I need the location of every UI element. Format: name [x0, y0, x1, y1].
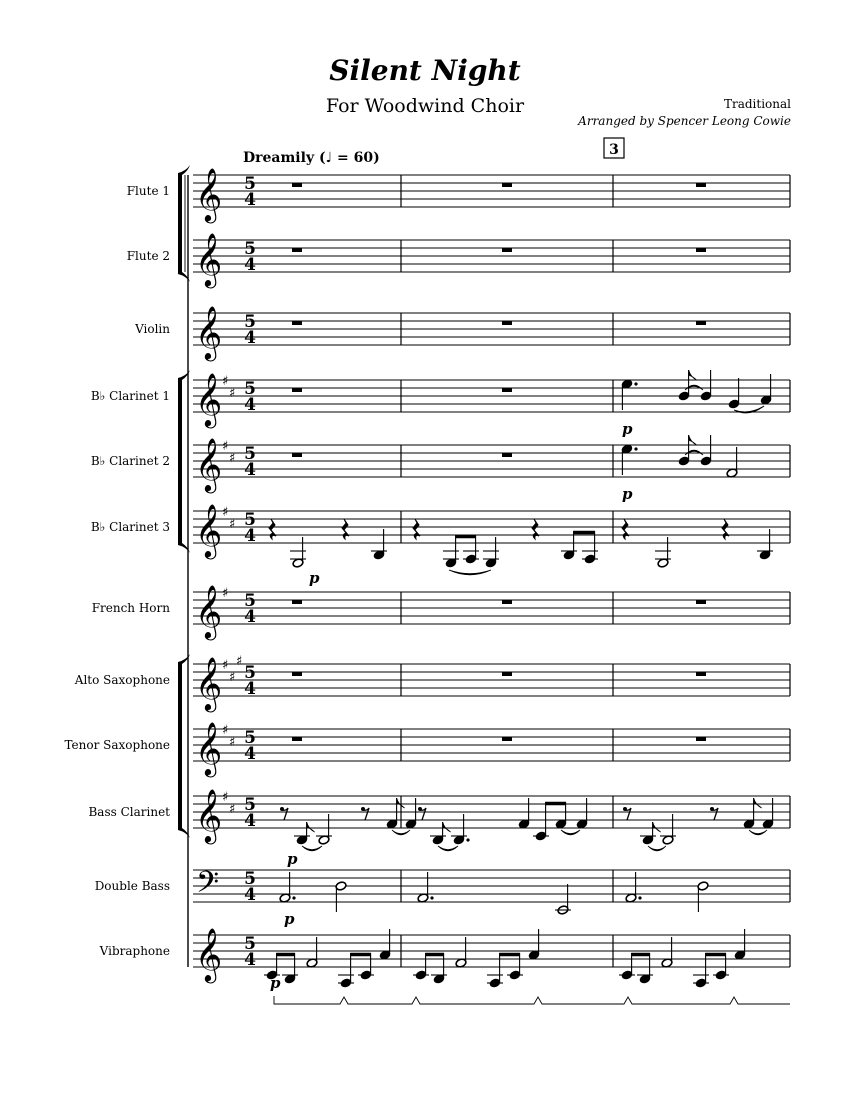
eighth-rest [625, 808, 631, 820]
note-flag [443, 822, 451, 832]
whole-rest [292, 453, 302, 457]
bracket-bar [178, 378, 182, 545]
quarter-rest [622, 519, 629, 539]
tie [749, 830, 767, 835]
time-signature-top: 5 [244, 379, 256, 399]
treble-clef-icon: 𝄞 [195, 305, 223, 359]
key-sharp-icon: ♯ [222, 723, 229, 738]
whole-rest [696, 737, 706, 741]
time-signature-bottom: 4 [244, 190, 256, 210]
dynamic-piano: p [284, 910, 295, 928]
instrument-label: B♭ Clarinet 3 [90, 520, 170, 534]
dynamic-piano: p [622, 485, 633, 503]
staff-flute-1 [127, 167, 790, 223]
time-signature-top: 5 [244, 728, 256, 748]
instrument-label: Tenor Saxophone [64, 738, 170, 752]
key-sharp-icon: ♯ [229, 802, 236, 817]
whole-rest [502, 672, 512, 676]
whole-rest [292, 600, 302, 604]
staff-violin [134, 305, 790, 361]
composer-credit: Traditional [723, 97, 791, 111]
instrument-label: Bass Clarinet [88, 805, 170, 819]
tie [438, 846, 458, 851]
dynamic-piano: p [287, 850, 298, 868]
time-signature-top: 5 [244, 591, 256, 611]
time-signature-top: 5 [244, 510, 256, 530]
treble-clef-icon: 𝄞 [195, 372, 223, 426]
treble-clef-icon: 𝄞 [195, 232, 223, 286]
quarter-note-icon: ♩ [325, 150, 333, 166]
whole-rest [292, 672, 302, 676]
instrument-label: Flute 2 [126, 249, 170, 263]
staff-tenor-saxophone [64, 721, 790, 777]
staff-b-clarinet-3 [91, 503, 790, 587]
time-signature-top: 5 [244, 174, 256, 194]
tie [561, 830, 580, 835]
time-signature-bottom: 4 [244, 885, 256, 905]
time-signature-bottom: 4 [244, 679, 256, 699]
bracket-bar [178, 173, 182, 274]
augmentation-dot [638, 896, 641, 899]
time-signature-bottom: 4 [244, 744, 256, 764]
treble-clef-icon: 𝄞 [195, 584, 223, 638]
note-flag [307, 822, 315, 832]
whole-rest [696, 183, 706, 187]
staff-french-horn [92, 584, 790, 640]
staff-vibraphone [99, 927, 790, 1004]
tie [449, 570, 491, 575]
augmentation-dot [430, 896, 433, 899]
whole-rest [696, 248, 706, 252]
eighth-rest [420, 808, 426, 820]
quarter-rest [269, 519, 276, 539]
quarter-rest [413, 519, 420, 539]
eighth-rest [712, 808, 718, 820]
instrument-label: Alto Saxophone [74, 673, 170, 687]
whole-rest [292, 737, 302, 741]
time-signature-bottom: 4 [244, 950, 256, 970]
whole-rest [502, 183, 512, 187]
tie [648, 846, 666, 851]
staff-b-clarinet-2 [91, 435, 790, 503]
instrument-label: Violin [135, 322, 170, 336]
treble-clef-icon: 𝄞 [195, 656, 223, 710]
dynamic-piano: p [270, 974, 281, 992]
whole-rest [502, 388, 512, 392]
whole-rest [502, 600, 512, 604]
instrument-label: Flute 1 [126, 184, 170, 198]
note-flag [689, 435, 697, 445]
time-signature-top: 5 [244, 934, 256, 954]
key-sharp-icon: ♯ [229, 386, 236, 401]
treble-clef-icon: 𝄞 [195, 437, 223, 491]
time-signature-bottom: 4 [244, 395, 256, 415]
treble-clef-icon: 𝄞 [195, 788, 223, 842]
score-title: Silent Night [329, 54, 521, 87]
instrument-label: B♭ Clarinet 2 [90, 454, 170, 468]
quarter-rest [532, 519, 539, 539]
time-signature-top: 5 [244, 312, 256, 332]
quarter-rest [722, 519, 729, 539]
time-signature-top: 5 [244, 239, 256, 259]
note-flag [653, 822, 661, 832]
treble-clef-icon: 𝄞 [195, 503, 223, 557]
arranger-credit: Arranged by Spencer Leong Cowie [578, 114, 791, 128]
key-sharp-icon: ♯ [222, 790, 229, 805]
treble-clef-icon: 𝄞 [195, 927, 223, 981]
tie [302, 846, 322, 851]
bracket-bar [178, 662, 182, 830]
augmentation-dot [634, 447, 637, 450]
note-flag [689, 370, 697, 380]
dynamic-piano: p [309, 569, 320, 587]
augmentation-dot [466, 838, 469, 841]
instrument-label: B♭ Clarinet 1 [90, 389, 170, 403]
time-signature-bottom: 4 [244, 607, 256, 627]
time-signature-bottom: 4 [244, 460, 256, 480]
whole-rest [292, 388, 302, 392]
staff-double-bass [95, 866, 790, 928]
instrument-label: French Horn [91, 601, 170, 615]
treble-clef-icon: 𝄞 [195, 721, 223, 775]
eighth-rest [363, 808, 369, 820]
bass-clef-icon: 𝄢 [196, 866, 220, 907]
whole-rest [696, 672, 706, 676]
dynamic-piano: p [622, 420, 633, 438]
instrument-label: Vibraphone [99, 944, 170, 958]
augmentation-dot [634, 382, 637, 385]
time-signature-bottom: 4 [244, 811, 256, 831]
note-flag [754, 798, 762, 808]
time-signature-top: 5 [244, 795, 256, 815]
treble-clef-icon: 𝄞 [195, 167, 223, 221]
staff-bass-clarinet [88, 788, 790, 868]
time-signature-top: 5 [244, 663, 256, 683]
whole-rest [502, 737, 512, 741]
time-signature-bottom: 4 [244, 255, 256, 275]
key-sharp-icon: ♯ [222, 374, 229, 389]
key-sharp-icon: ♯ [229, 451, 236, 466]
whole-rest [292, 248, 302, 252]
key-sharp-icon: ♯ [236, 654, 243, 669]
time-signature-bottom: 4 [244, 328, 256, 348]
key-sharp-icon: ♯ [222, 505, 229, 520]
pedal-bracket [274, 996, 790, 1004]
quarter-rest [342, 519, 349, 539]
tie [392, 830, 410, 835]
whole-rest [696, 321, 706, 325]
time-signature-top: 5 [244, 444, 256, 464]
whole-rest [696, 600, 706, 604]
key-sharp-icon: ♯ [222, 439, 229, 454]
augmentation-dot [292, 896, 295, 899]
bracket-top [178, 165, 190, 175]
instrument-label: Double Bass [94, 879, 170, 893]
key-sharp-icon: ♯ [229, 670, 236, 685]
time-signature-bottom: 4 [244, 526, 256, 546]
key-sharp-icon: ♯ [222, 586, 229, 601]
tempo-marking: Dreamily (♩ = 60) [243, 150, 380, 166]
whole-rest [292, 321, 302, 325]
eighth-rest [282, 808, 288, 820]
time-signature-top: 5 [244, 869, 256, 889]
key-sharp-icon: ♯ [222, 658, 229, 673]
whole-rest [502, 453, 512, 457]
whole-rest [292, 183, 302, 187]
key-sharp-icon: ♯ [229, 735, 236, 750]
staff-flute-2 [127, 232, 790, 288]
staff-b-clarinet-1 [91, 370, 790, 438]
whole-rest [502, 321, 512, 325]
whole-rest [502, 248, 512, 252]
rehearsal-mark: 3 [609, 142, 619, 158]
key-sharp-icon: ♯ [229, 517, 236, 532]
score-subtitle: For Woodwind Choir [325, 95, 525, 117]
